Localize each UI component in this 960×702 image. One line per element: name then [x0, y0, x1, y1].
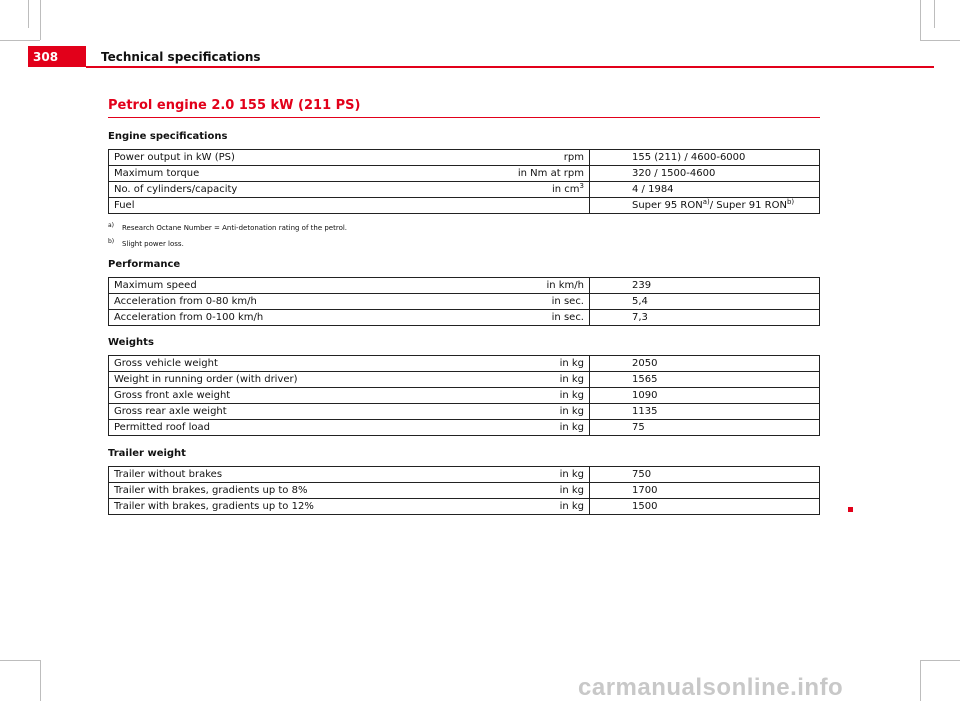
table-row [109, 467, 820, 483]
crop-mark [0, 40, 40, 41]
performance-heading: Performance [108, 259, 181, 270]
crop-mark [920, 0, 921, 40]
table-row [109, 420, 820, 436]
row-unit: in sec. [479, 310, 590, 326]
row-label: Permitted roof load [109, 420, 480, 436]
footnote-b [108, 238, 184, 248]
header-rule [86, 66, 934, 68]
row-unit: in kg [479, 420, 590, 436]
crop-mark [40, 0, 41, 40]
row-label: Gross rear axle weight [109, 404, 480, 420]
weights-table [108, 355, 820, 436]
footnote-ref-a: a) [702, 197, 710, 206]
row-value: 1565 [590, 372, 820, 388]
row-label: Gross vehicle weight [109, 356, 480, 372]
row-label: Gross front axle weight [109, 388, 480, 404]
table-row [109, 356, 820, 372]
row-value: 239 [590, 278, 820, 294]
row-label: Acceleration from 0-80 km/h [109, 294, 480, 310]
row-unit: rpm [479, 150, 590, 166]
watermark: carmanualsonline.info [578, 674, 844, 701]
row-value: 1090 [590, 388, 820, 404]
engine-specs-table [108, 149, 820, 214]
row-unit: in Nm at rpm [479, 166, 590, 182]
row-value: 4 / 1984 [590, 182, 820, 198]
row-unit: in sec. [479, 294, 590, 310]
footnote-text: Research Octane Number = Anti-detonation rating of the petrol. [122, 224, 348, 232]
crop-mark [934, 0, 935, 28]
row-value: 5,4 [590, 294, 820, 310]
row-unit [479, 182, 590, 198]
row-value [590, 198, 820, 214]
row-unit: in kg [479, 372, 590, 388]
crop-mark [0, 660, 40, 661]
row-unit: in kg [479, 467, 590, 483]
row-value: 320 / 1500-4600 [590, 166, 820, 182]
table-row [109, 150, 820, 166]
row-label: Trailer without brakes [109, 467, 480, 483]
row-label: No. of cylinders/capacity [109, 182, 480, 198]
row-label: Maximum speed [109, 278, 480, 294]
crop-mark [40, 660, 41, 701]
footnote-ref-b: b) [786, 197, 795, 206]
row-value: 1700 [590, 483, 820, 499]
section-title: Petrol engine 2.0 155 kW (211 PS) [108, 98, 820, 118]
crop-mark [920, 660, 960, 661]
row-value: 75 [590, 420, 820, 436]
row-unit: in kg [479, 499, 590, 515]
table-row [109, 499, 820, 515]
table-row [109, 278, 820, 294]
table-row [109, 404, 820, 420]
footnote-text: Slight power loss. [122, 240, 184, 248]
table-row [109, 483, 820, 499]
row-label: Maximum torque [109, 166, 480, 182]
engine-specs-heading: Engine specifications [108, 131, 228, 142]
row-unit: in kg [479, 404, 590, 420]
row-value: 7,3 [590, 310, 820, 326]
row-label: Acceleration from 0-100 km/h [109, 310, 480, 326]
row-label: Fuel [109, 198, 480, 214]
fuel-alternative: / Super 91 RON [709, 199, 787, 211]
trailer-heading: Trailer weight [108, 448, 186, 459]
table-row [109, 388, 820, 404]
section-end-marker [848, 507, 853, 512]
crop-mark [920, 660, 921, 701]
unit-superscript: 3 [579, 181, 584, 190]
running-title: Technical specifications [101, 50, 261, 64]
row-unit: in kg [479, 483, 590, 499]
row-label: Trailer with brakes, gradients up to 12% [109, 499, 480, 515]
crop-mark [28, 0, 29, 28]
row-label: Weight in running order (with driver) [109, 372, 480, 388]
row-value: 2050 [590, 356, 820, 372]
page-number [28, 46, 86, 67]
table-row [109, 310, 820, 326]
footnote-mark: a) [108, 222, 115, 229]
row-value: 750 [590, 467, 820, 483]
unit-text: in cm [551, 183, 580, 195]
footnote-mark: b) [108, 238, 115, 245]
row-value: 1500 [590, 499, 820, 515]
table-row [109, 294, 820, 310]
row-unit: in km/h [479, 278, 590, 294]
row-value: 1135 [590, 404, 820, 420]
page-number-text: 308 [33, 49, 59, 64]
row-unit: in kg [479, 356, 590, 372]
table-row [109, 166, 820, 182]
table-row [109, 198, 820, 214]
weights-heading: Weights [108, 337, 154, 348]
row-unit: in kg [479, 388, 590, 404]
table-row [109, 182, 820, 198]
trailer-table [108, 466, 820, 515]
footnote-a [108, 222, 347, 232]
crop-mark [920, 40, 960, 41]
row-label: Trailer with brakes, gradients up to 8% [109, 483, 480, 499]
row-value: 155 (211) / 4600-6000 [590, 150, 820, 166]
row-unit [479, 198, 590, 214]
row-label: Power output in kW (PS) [109, 150, 480, 166]
fuel-primary: Super 95 RON [632, 199, 703, 211]
table-row [109, 372, 820, 388]
performance-table [108, 277, 820, 326]
